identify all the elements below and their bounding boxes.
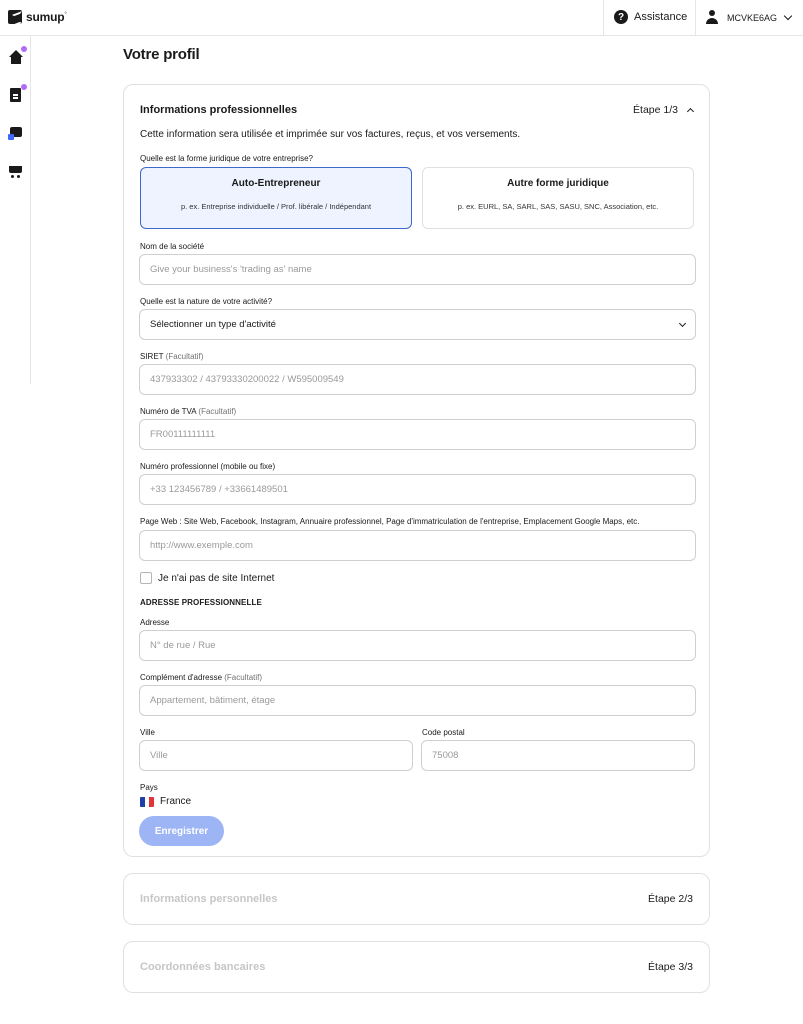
website-label: Page Web : Site Web, Facebook, Instagram, Annuaire professionnel, Page d'immatriculation de l'entreprise, Emplacement Google Maps, etc. — [140, 517, 640, 526]
step-indicator: Étape 1/3 — [633, 104, 678, 116]
no-website-checkbox[interactable] — [140, 572, 152, 584]
step-indicator: Étape 2/3 — [648, 893, 693, 905]
france-flag-icon — [140, 797, 154, 807]
address-input[interactable] — [139, 630, 696, 661]
legal-form-label: Quelle est la forme juridique de votre entreprise? — [140, 154, 313, 163]
vat-input[interactable] — [139, 419, 696, 450]
notification-dot — [21, 84, 27, 90]
address-section-title: ADRESSE PROFESSIONNELLE — [140, 598, 262, 607]
home-icon[interactable] — [8, 50, 24, 66]
address2-label: Complément d'adresse (Facultatif) — [140, 673, 263, 682]
step-indicator: Étape 3/3 — [648, 961, 693, 973]
company-name-label: Nom de la société — [140, 242, 205, 251]
intro-text: Cette information sera utilisée et imprimée sur vos factures, reçus, et vos versements. — [140, 129, 521, 140]
chevron-down-icon — [679, 319, 686, 326]
option-title: Autre forme juridique — [507, 178, 609, 189]
help-icon: ? — [614, 10, 628, 24]
sumup-logo-icon — [8, 10, 22, 24]
sumup-logo[interactable] — [8, 10, 67, 24]
top-divider — [695, 0, 696, 36]
notification-dot — [21, 46, 27, 52]
invoice-icon[interactable] — [8, 88, 24, 104]
assistance-label: Assistance — [634, 11, 688, 23]
section-title: Informations personnelles — [140, 893, 278, 905]
address2-input[interactable] — [139, 685, 696, 716]
siret-label: SIRET (Facultatif) — [140, 352, 204, 361]
company-name-input[interactable] — [139, 254, 696, 285]
siret-input[interactable] — [139, 364, 696, 395]
user-label: MCVKE6AG — [727, 12, 778, 23]
step-toggle[interactable] — [633, 104, 693, 116]
person-icon — [705, 10, 719, 25]
legal-form-option-other[interactable] — [422, 167, 694, 229]
city-label: Ville — [140, 728, 155, 737]
phone-label: Numéro professionnel (mobile ou fixe) — [140, 462, 276, 471]
business-info-card — [123, 84, 710, 857]
bank-info-card[interactable] — [123, 941, 710, 993]
address-label: Adresse — [140, 618, 170, 627]
top-bar — [0, 0, 803, 36]
no-website-row[interactable] — [140, 572, 274, 584]
postal-code-input[interactable] — [421, 740, 695, 771]
top-divider — [603, 0, 604, 36]
option-description: p. ex. Entreprise individuelle / Prof. libérale / Indépendant — [180, 202, 372, 211]
brand-name: sumup° — [26, 10, 67, 24]
phone-input[interactable] — [139, 474, 696, 505]
activity-label: Quelle est la nature de votre activité? — [140, 297, 273, 306]
postal-code-label: Code postal — [422, 728, 465, 737]
section-title: Informations professionnelles — [140, 104, 298, 116]
page-title: Votre profil — [123, 46, 200, 63]
website-input[interactable] — [139, 530, 696, 561]
country-value — [140, 796, 191, 807]
country-name: France — [160, 796, 192, 807]
country-label: Pays — [140, 783, 158, 792]
activity-select[interactable] — [139, 309, 696, 340]
personal-info-card[interactable] — [123, 873, 710, 925]
vat-label: Numéro de TVA (Facultatif) — [140, 407, 237, 416]
no-website-label: Je n'ai pas de site Internet — [158, 572, 275, 584]
legal-form-option-auto-entrepreneur[interactable] — [140, 167, 412, 229]
section-title: Coordonnées bancaires — [140, 961, 266, 973]
option-description: p. ex. EURL, SA, SARL, SAS, SASU, SNC, Association, etc. — [457, 202, 659, 211]
chevron-down-icon — [784, 12, 792, 20]
save-button[interactable]: Enregistrer — [139, 816, 224, 846]
cart-icon[interactable] — [8, 164, 24, 180]
side-nav — [0, 36, 31, 384]
option-title: Auto-Entrepreneur — [231, 178, 321, 189]
chevron-up-icon — [687, 108, 694, 115]
city-input[interactable] — [139, 740, 413, 771]
messages-icon[interactable] — [8, 126, 24, 142]
assistance-button[interactable] — [614, 10, 687, 24]
activity-select-value: Sélectionner un type d'activité — [150, 319, 276, 330]
user-menu-button[interactable] — [705, 10, 791, 25]
